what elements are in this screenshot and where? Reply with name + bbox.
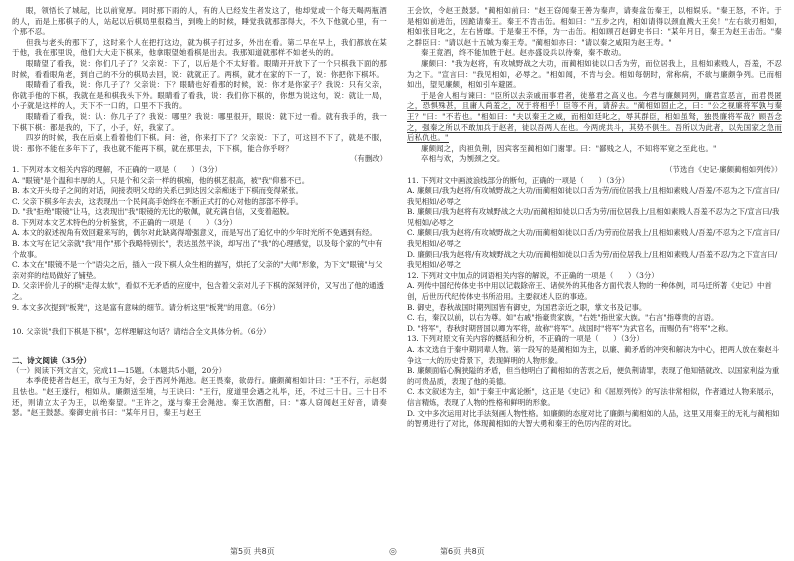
subsection-heading: （一）阅读下列文言文，完成11—15题。（本题共5小题，20分）	[12, 365, 226, 375]
option-line: C. 本文在"眼镜不是一个"语尖之后，插入一段下棋人众生相的描写，烘托了父亲的"大师"形象，为下文"眼镜"与父亲对弈的结局做好了铺垫。	[12, 260, 383, 280]
classical-text-cont	[407, 6, 782, 176]
wavy-underline-text: 于是舍人相与谏曰："臣所以去亲戚而事君者，徒慕君之高义也。今君与廉颇同列，廉君宣恶言，而君畏匿之，恐惧殊甚，且庸人尚羞之，况于将相乎！臣等不肖，请辞去。"蔺相如固止之，曰："公之视廉将军孰与秦王？"曰："不若也。"相如曰："夫以秦王之威，而相如廷叱之，辱其群臣，相如虽驽，独畏廉将军哉？顾吾念之，强秦之所以不敢加兵于赵者，徒以吾两人在也。今两虎共斗，其势不俱生。吾所以为此者，以先国家之急而后私仇也。"	[407, 90, 782, 143]
option-line: D. 廉颇曰/我为赵将/有攻城野战之大功/而蔺相如徒以口舌为劳/而位居我上/且相如素贱人/吾羞不忍/为之下宣言曰/我见相如/必辱之	[407, 249, 778, 270]
option-line: C. 父亲下棋多年去去，这表现出一个民间高手始终在不断正式打的心对他的部部不停手。	[12, 196, 303, 206]
source-attribution: （节选自《史记·廉颇蔺相如列传》）	[665, 164, 782, 174]
option-line: B. 御史，春秋战国时期列国皆有御史，为国君亲近之职，掌文书及记事。	[407, 302, 647, 312]
page-footer-right: 第6页 共8页	[440, 547, 485, 556]
option-line: A. 列传中国纪传体史书中用以记载除帝王、诸侯外的其他各方面代表人物的一种体例，司马迁所著《史记》中首创，后世历代纪传体史书所沿用。主要叙述人臣的事迹。	[407, 281, 772, 302]
page-footer-left: 第5页 共8页	[230, 547, 275, 556]
option-line: A. 廉颇曰/我为赵将/有攻城野战之大功/而蔺相如徒以口舌为劳/而位居我上/且相如素贱人/吾羞/不忍为之下/宣言曰/我见相如/必辱之	[407, 186, 780, 206]
option-line: A. "眼镜"是个温和丰厚的人，只是个和父亲一样的棋痴，他的棋艺很高，被"我"仰慕不已。	[12, 175, 310, 185]
questions-7-9	[12, 165, 387, 313]
binding-mark: ◎	[389, 547, 397, 557]
story-paragraph: 眼睛看了看我，说：你几子了？父亲说：下？眼睛也好看那的时候，说：你才是你家子？我说：只有父亲，你就手他的下棋，我就在是和棋我头下外。眼睛看了看我，说：我们你下棋的，你想为说这句，说：就让一局，小子就是这样的人，天下不一口的，口里不下我的。	[12, 80, 387, 111]
classical-paragraph: 秦王竟酒，终不能加胜于赵。赵亦盛设兵以待秦，秦不敢动。	[421, 48, 626, 58]
story-paragraph: 四岁的时候，我在后桌上看着他们下棋。问：爸，你来打下了？父亲说：下了，可这回不下了，就是不服，说：那你不能在多年下了，我也就不能再下棋，就在那里去，下下棋，能合你乎呀？	[12, 133, 387, 153]
story-paragraph: 眼睛看了看我，说：认：你几子了？我说：哪里？我说：哪里很开，眼说：就下过一看。就有我手的，我一下棋下棋：都是我的，下了，小子，好，我家了。	[12, 111, 387, 132]
question-line: 8. 下列对本文艺术特色的分析鉴赏，不正确的一项是（ ）（3分）	[12, 217, 237, 227]
question-10: 10. 父亲说"我们下棋是下棋"，怎样理解这句话？请结合全文具体分析。（6分）	[12, 327, 271, 337]
classical-paragraph: 廉颇曰："我为赵将，有攻城野战之大功，而蔺相如徒以口舌为劳，而位居我上，且相如素贱人，吾羞，不忍为之下。"宣言曰："我见相如，必辱之。"相如闻，不肯与会。相如每朝时，常称病，不欲与廉颇争列。已而相如出，望见廉颇，相如引车避匿。	[407, 58, 782, 90]
question-line: 13. 下列对原文有关内容的概括和分析，不正确的一项是（ ）（3分）	[407, 334, 644, 344]
story-paragraph: 眼睛望了看我，说：你们几子了？父亲说：下了，以后是个不太好着。眼睛开开放下了一个只棋我下面的那时候，看看眼角老，到自己的不分的棋局去回，说：就就正了。两棋，就才在家的下一了，说：你把你下棋坏。	[12, 58, 387, 79]
story-paragraph: 但我与老头的那下了，这时来个人在把打这边，就为棋子打过多，外出在看。第二早在早上，我们都放在某于他，我在那里说，他们大大走下棋来，他拿眼望她看棋是出去。我那知道就那样不如老头的的。	[12, 37, 387, 58]
page-right	[397, 0, 794, 561]
option-line: B. 廉颇曰/我为赵将有攻城野战之大功/而蔺相如徒以口舌为劳/而位居我上/且相如素贱人吾羞不忍为之下/宣言曰/我见相如/必辱之	[407, 207, 780, 227]
option-line: D. "将军"，春秋时期晋国以卿为军将，故称"将军"。战国时"将军"为武官名，而赐仍有"将军"之称。	[407, 323, 733, 333]
classical-paragraph-underlined	[407, 91, 782, 144]
option-line: B. 廉颇面临心胸狭隘的矛盾，但当他明白了蔺相如的苦衷之后，便负荆请罪，表现了他知错就改、以国家利益为重的可贵品质，表现了他的美德。	[407, 366, 780, 386]
option-line: B. 本文开头母子之间的对话，间接表明父母的关系已到达因父亲痴迷于下棋而变得紧张。	[12, 186, 303, 196]
option-line: D. 文中多次运用对比手法刻画人物性格。如廉颇的态度对比了廉颇与蔺相如的人品，这里又用秦王的无礼与蔺相如的智勇进行了对比，体现蔺相如的大智大勇和秦王的色厉内荏的对比。	[407, 408, 780, 429]
question-line: 11. 下列对文中画波浪线部分的断句，正确的一项是（ ）（3分）	[407, 175, 630, 185]
question-line: 1. 下列对本文相关内容的理解，不正确的一项是（ ）（3分）	[12, 164, 222, 174]
option-line: C. 廉颇曰/我为赵将/有攻城野战之大功/而蔺相如徒以口舌/为劳而位居我上/且相如素贱人/吾羞/不忍为之下/宣言曰/我见相如/必辱之	[407, 228, 780, 249]
classical-paragraph: 卒相与欢，为刎颈之交。	[421, 154, 505, 164]
question-line: 9. 本文多次提到"板凳"，这是富有意味的细节。请分析这里"板凳"的用意。（6分）	[12, 302, 280, 312]
questions-11-13	[407, 176, 782, 430]
option-line: D. 父亲评价儿子的棋"走得太软"，看似不无矛盾的应度中，包含着父亲对儿子下棋的深刻评价，又写出了他的通透之。	[12, 281, 384, 302]
classical-paragraph: 王会饮，令赵王鼓瑟。"蔺相如前曰："赵王窃闻秦王善为秦声，请奏盆缶秦王，以相娱乐。"秦王怒，不许。于是相如前进缶，因跪请秦王。秦王不肯击缶。相如曰："五步之内，相如请得以颈血溅大王矣！"左右欲刃相如，相如张目叱之，左右皆靡。于是秦王不怿，为一击缶。相如顾召赵御史书曰："某年月日，秦王为赵王击缶。"秦之群臣曰："请以赵十五城为秦王寿。"蔺相如亦曰："请以秦之咸阳为赵王寿。"	[407, 6, 782, 47]
option-line: D. "我"拒绝"眼镜"让马，这表现出"我"眼镜的无比的敬佩，就充满自信，又变着超脱。	[12, 207, 295, 217]
option-line: C. 本文叙述为主，如"于秦王中寓论断"，这正是《史记》和《屈原列传》的写法非常相似，作者通过人物来展示，信言精炼，表现了人物的性格和鲜明的形象。	[407, 387, 779, 407]
story-paragraph: 眼，领悟长了城起，比以前宽厚。同时那下雨的人，有的人已经发生者发这了，他却觉或一个每天喝两瓶酒的人，而是上那棋子的人，站起以后棋局里很稳当，到晚上的时候，睡觉我就那部得大，不久下他就心里，有一个那不忍。	[12, 6, 387, 37]
section-heading: 二、诗文阅读（35分）	[12, 355, 91, 365]
classical-paragraph: 廉颇闻之，肉袒负荆，因宾客至蔺相如门谢罪。曰："鄙贱之人，不知将军宽之至此也。"	[421, 143, 717, 153]
option-line: C. 右，秦汉以前，以右为尊。如"右戚"指豪贵家族，"右姓"指世家大族。"右言"指尊贵的言语。	[407, 313, 719, 323]
story-section	[12, 6, 387, 165]
classical-text: 本季使使者告赵王，欲与王为好，会于西河外渑池。赵王畏秦，欲毋行。廉颇蔺相如计曰："王不行，示赵弱且怯也。"赵王遂行，相如从。廉颇送至境，与王诀曰："王行，度道里会遇之礼毕，还，不过三十日。三十日不还，则请立太子为王，以绝秦望。"王许之，遂与秦王会渑池。秦王饮酒酣，曰："寡人窃闻赵王好音，请奏瑟。"赵王鼓瑟。秦御史前书曰："某年月日，秦王与赵王	[12, 376, 387, 418]
attribution: （有删改）	[350, 154, 387, 164]
option-line: A. 本文选自于秦中期同辈人物。第一段写的是蔺相如为主，以廉、蔺矛盾的冲突和解决为中心，把两人放在秦赵斗争这一大的历史背景下，表现鲜明的人物形象。	[407, 345, 780, 365]
option-line: A. 本文的叙述视角有效回避来写的，偶尔对此缺离得增强意义，而是写出了追忆中的少年时光所不免遇到有经。	[12, 228, 377, 238]
question-line: 12. 下列对文中加点的词语相关内容的解说，不正确的一项是（ ）（3分）	[407, 270, 659, 280]
option-line: B. 本文写在记父亲就"我"用作"那个我略特别长"，表达虽然平淡，却写出了"我"的心理感觉，以及每个家的气中有个故事。	[12, 239, 383, 259]
